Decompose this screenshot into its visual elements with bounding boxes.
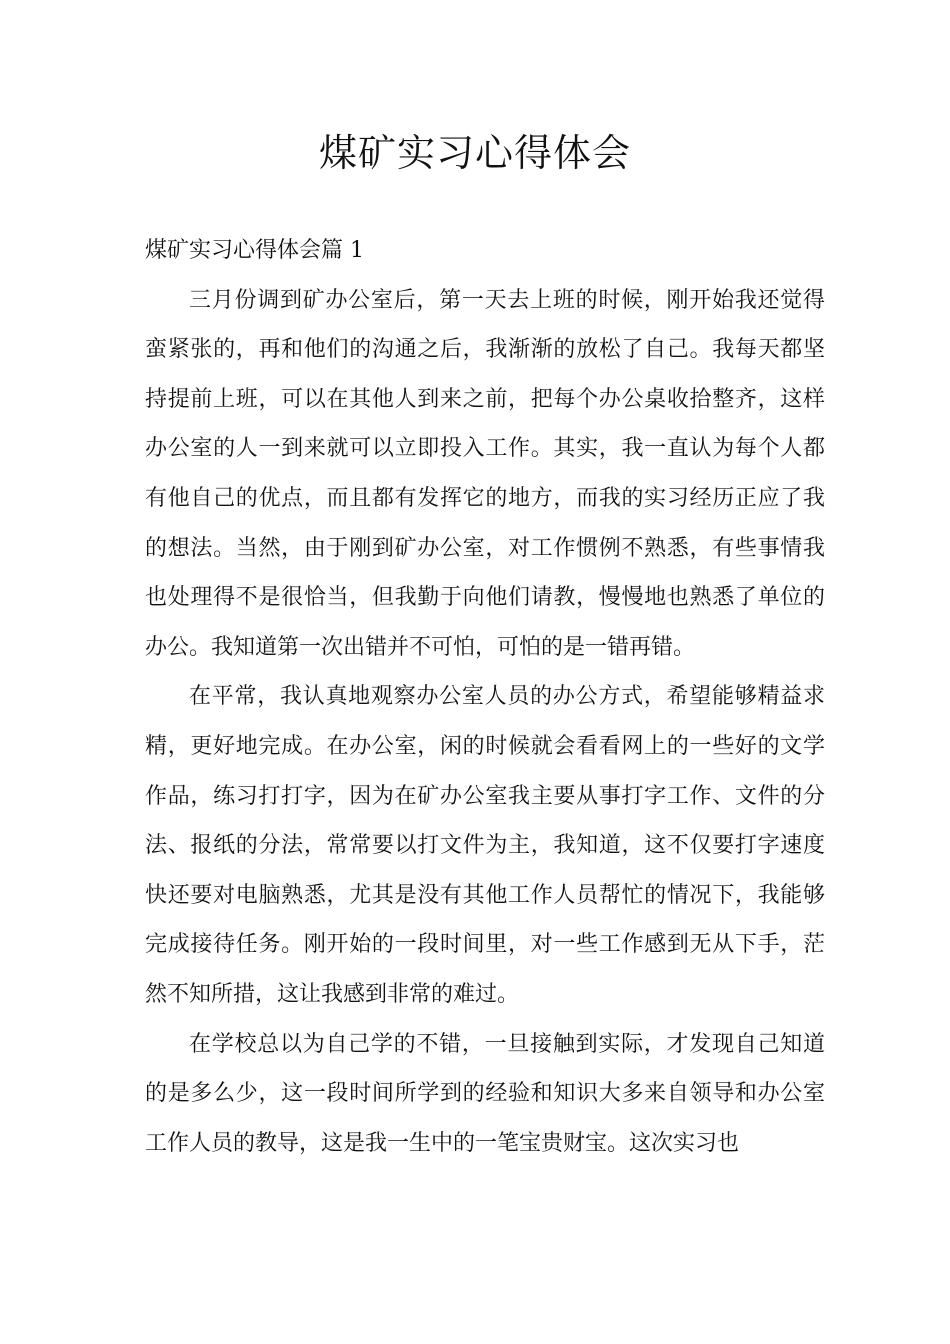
document-title: 煤矿实习心得体会	[318, 131, 631, 175]
paragraph-2: 在平常，我认真地观察办公室人员的办公方式，希望能够精益求精，更好地完成。在办公室，闲的时候就会看看网上的一些好的文学作品，练习打打字，因为在矿办公室我主要从事打字工作、文件的分法、报纸的分法，常常要以打文件为主，我知道，这不仅要打字速度快还要对电脑熟悉，尤其是没有其他工作人员帮忙的情况下，我能够完成接待任务。刚开始的一段时间里，对一些工作感到无从下手，茫然不知所措，这让我感到非常的难过。	[145, 684, 825, 1007]
section-heading: 煤矿实习心得体会篇 1	[145, 238, 364, 263]
paragraph-1: 三月份调到矿办公室后，第一天去上班的时候，刚开始我还觉得蛮紧张的，再和他们的沟通之后，我渐渐的放松了自己。我每天都坚持提前上班，可以在其他人到来之前，把每个办公桌收拾整齐，这样办公室的人一到来就可以立即投入工作。其实，我一直认为每个人都有他自己的优点，而且都有发挥它的地方，而我的实习经历正应了我的想法。当然，由于刚到矿办公室，对工作惯例不熟悉，有些事情我也处理得不是很恰当，但我勤于向他们请教，慢慢地也熟悉了单位的办公。我知道第一次出错并不可怕，可怕的是一错再错。	[145, 287, 825, 660]
document-body	[145, 226, 825, 1168]
paragraph-3: 在学校总以为自己学的不错，一旦接触到实际，才发现自己知道的是多么少，这一段时间所学到的经验和知识大多来自领导和办公室工作人员的教导，这是我一生中的一笔宝贵财宝。这次实习也	[145, 1031, 825, 1156]
